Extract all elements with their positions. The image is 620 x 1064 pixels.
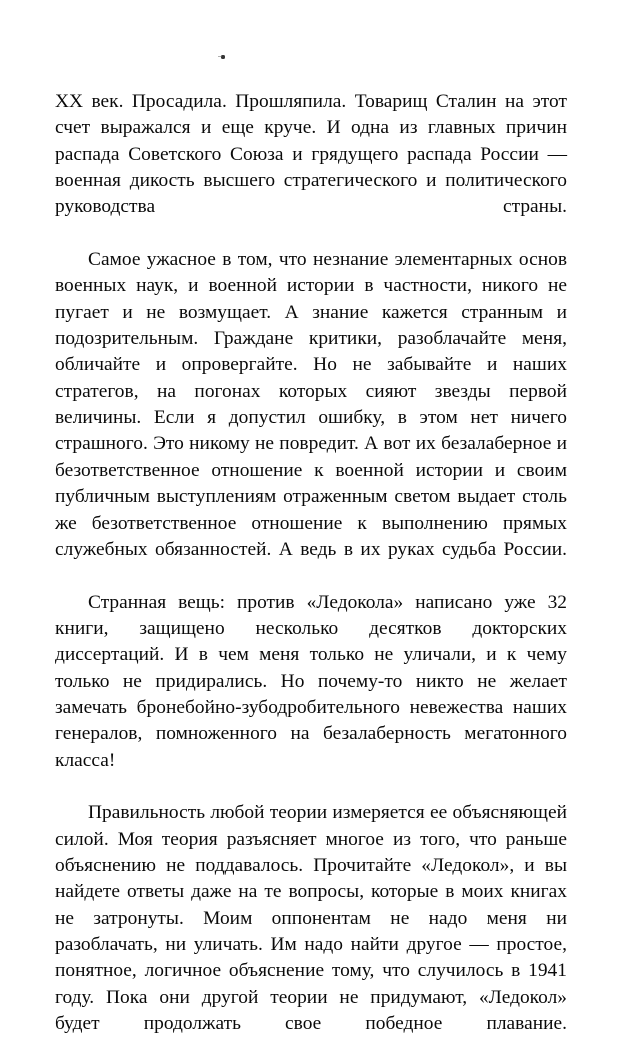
paragraph-4: Правильность любой теории измеряется ее объясняющей силой. Моя теория разъясняет многое из того, что раньше объяснению не поддавалось. Прочитайте «Ледокол», и вы найдете ответы даже на те вопросы, которые в моих книгах не затронуты. Моим оппонентам не надо меня ни разоблачать, ни уличать. Им надо найти другое — простое, понятное, логичное объяснение тому, что случилось в 1941 году. Пока они другой теории не придумают, «Ледокол» будет продолжать свое победное плавание. <box>55 802 567 1035</box>
scan-speck-artifact <box>221 55 225 59</box>
page-text-block <box>55 89 567 1064</box>
paragraph-1: XX век. Просадила. Прошляпила. Товарищ Сталин на этот счет выражался и еще круче. И одна из главных причин распада Советского Союза и грядущего распада России — военная дикость высшего стратегического и политического руководства страны. <box>55 91 567 218</box>
paragraph-3: Странная вещь: против «Ледокола» написано уже 32 книги, защищено несколько десятков докторских диссертаций. И в чем меня только не уличали, и к чему только не придирались. Но почему-то никто не желает замечать бронебойно-зубодробительного невежества наших генералов, помноженного на безалаберность мегатонного класса! <box>55 591 567 771</box>
paragraph-2: Самое ужасное в том, что незнание элементарных основ военных наук, и военной истории в частности, никого не пугает и не возмущает. А знание кажется странным и подозрительным. Граждане критики, разоблачайте меня, обличайте и опровергайте. Но не забывайте и наших стратегов, на погонах которых сияют звезды первой величины. Если я допустил ошибку, в этом нет ничего страшного. Это никому не повредит. А вот их безалаберное и безответственное отношение к военной истории и своим публичным выступлениям отраженным светом выдает столь же безответственное отношение к выполнению прямых служебных обязанностей. А ведь в их руках судьба России. <box>55 249 567 560</box>
